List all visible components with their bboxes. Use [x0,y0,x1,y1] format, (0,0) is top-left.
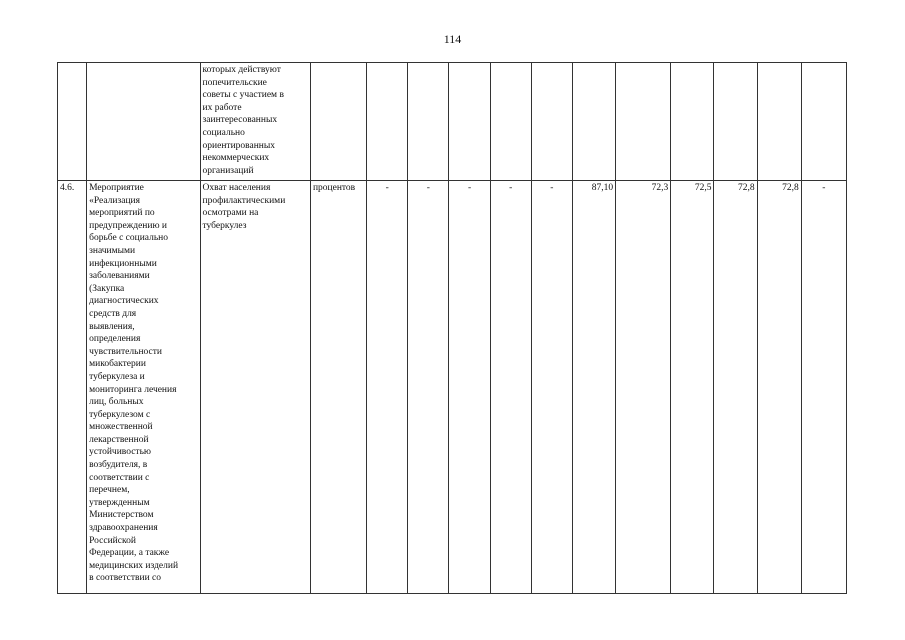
event-line: туберкулеза и [89,371,145,382]
cell-value: 72,3 [616,181,671,594]
indicator-line: советы с участием в [202,90,284,101]
event-line: выявления, [89,321,135,332]
cell-value: 72,8 [714,181,757,594]
cell-value: - [490,181,531,594]
event-line: Мероприятие [89,183,144,193]
event-line: перечнем, [89,485,130,496]
event-line: мероприятий по [89,208,155,219]
cell-value [572,63,615,181]
event-line: микобактерии [89,359,146,370]
event-line: туберкулезом с [89,409,151,420]
indicator-line: заинтересованных [202,115,278,126]
cell-value: - [367,181,408,594]
event-line: Министерством [89,510,154,521]
indicator-line: туберкулез [202,220,247,231]
indicator-line: некоммерческих [202,153,270,164]
event-line: утвержденным [89,497,150,508]
table-row-continued [58,63,847,181]
indicator-line: профилактическими [202,195,286,206]
cell-value: 72,8 [757,181,801,594]
event-line: в соответствии со [89,573,161,584]
cell-unit [310,63,366,181]
event-line: значимыми [89,245,136,256]
cell-value [408,63,449,181]
table-row-4-6 [58,181,847,594]
event-line: диагностических [89,296,159,307]
cell-value: - [449,181,490,594]
cell-value: 87,10 [572,181,615,594]
event-line: возбудителя, в [89,460,148,471]
cell-indicator [200,63,310,181]
cell-value [367,63,408,181]
cell-number: 4.6. [58,181,87,594]
event-line: медицинских изделий [89,560,179,571]
event-line: определения [89,334,141,345]
indicator-line: их работе [202,102,242,113]
cell-value [714,63,757,181]
cell-unit: процентов [310,181,366,594]
event-line: множественной [89,422,153,433]
indicator-line: осмотрами на [202,208,259,219]
cell-indicator [200,181,310,594]
cell-value [757,63,801,181]
cell-value: - [408,181,449,594]
cell-value [616,63,671,181]
event-line: Российской [89,535,136,546]
event-line: средств для [89,308,137,319]
cell-value [671,63,714,181]
cell-value [531,63,572,181]
cell-event [87,63,200,181]
event-line: здравоохранения [89,523,158,534]
indicator-line: Охват населения [202,183,271,193]
page-number: 114 [443,32,462,46]
event-line: мониторинга лечения [89,384,177,395]
event-line: лиц, больных [89,397,144,408]
indicator-line: социально [202,127,245,138]
cell-value: 72,5 [671,181,714,594]
event-line: предупреждению и [89,220,168,231]
event-line: борьбе с социально [89,233,169,244]
cell-number [58,63,87,181]
event-line: устойчивостью [89,447,152,458]
event-line: лекарственной [89,434,149,445]
indicator-line: ориентированных [202,140,276,151]
cell-event [87,181,200,594]
event-line: (Закупка [89,283,125,294]
event-line: чувствительности [89,346,162,357]
cell-value: - [801,181,846,594]
indicator-line: организаций [202,165,254,176]
cell-value: - [531,181,572,594]
event-line: инфекционными [89,258,157,269]
cell-value [490,63,531,181]
cell-value [449,63,490,181]
indicator-line: попечительские [202,77,267,88]
event-line: Федерации, а также [89,548,170,559]
cell-value [801,63,846,181]
event-line: заболеваниями [89,271,150,282]
event-line: соответствии с [89,472,150,483]
indicator-line: которых действуют [202,65,281,75]
event-line: «Реализация [89,195,140,206]
indicators-table [57,62,847,594]
